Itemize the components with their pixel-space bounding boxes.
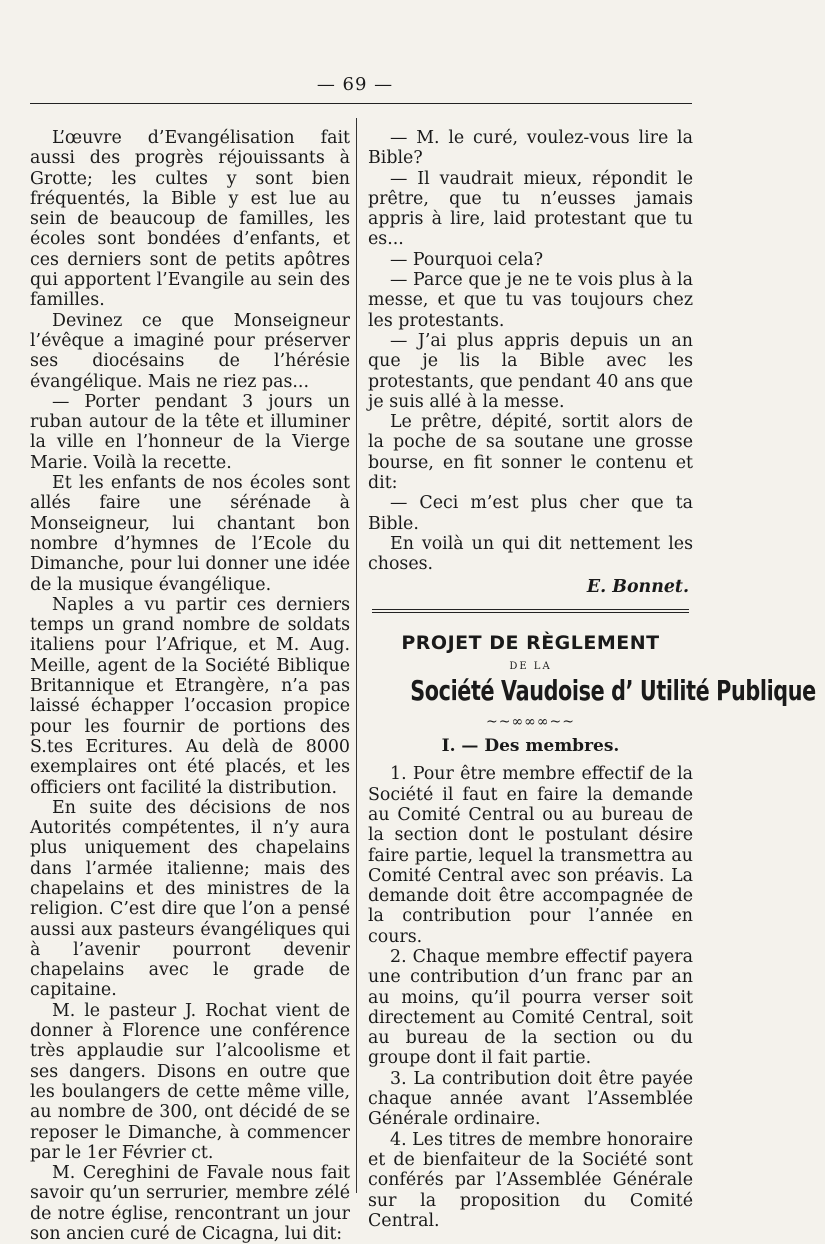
section-heading: I. — Des membres. xyxy=(441,736,620,757)
paragraph: — Ceci m’est plus cher que ta Bible. xyxy=(368,493,693,534)
article: 4. Les titres de membre honoraire et de bienfaiteur de la Société sont conférés par l’Assemblée Générale sur la proposition du Comité Central. xyxy=(368,1129,693,1231)
header-rule xyxy=(30,103,692,104)
ornament-divider: ~~∞∞∞~~ xyxy=(486,713,575,730)
right-column xyxy=(368,128,816,1231)
paragraph: En voilà un qui dit nettement les choses. xyxy=(368,533,693,575)
paragraph: M. Cereghini de Favale nous fait savoir qu’un serrurier, membre zélé de notre église, rencontrant un jour son ancien curé de Cicagna, lui dit: xyxy=(30,1163,350,1244)
paragraph: — J’ai plus appris depuis un an que je lis la Bible avec les protestants, que pendant 40 ans que je suis allé à la messe. xyxy=(368,330,693,412)
paragraph: Et les enfants de nos écoles sont allés faire une sérénade à Monseigneur, lui chantant bon nombre d’hymnes de l’Ecole du Dimanche, pour lui donner une idée de la musique évangélique. xyxy=(30,473,350,595)
paragraph: — M. le curé, voulez-vous lire la Bible? xyxy=(368,128,693,169)
article: 3. La contribution doit être payée chaque année avant l’Assemblée Générale ordinaire. xyxy=(368,1068,693,1130)
author-signature: E. Bonnet. xyxy=(586,576,689,597)
paragraph: Le prêtre, dépité, sortit alors de la poche de sa soutane une grosse bourse, en fit sonner le contenu et dit: xyxy=(368,412,693,494)
societe-title: Société Vaudoise d’ Utilité Publique xyxy=(410,674,816,708)
paragraph: — Parce que je ne te vois plus à la messe, et que tu vas toujours chez les protestants. xyxy=(368,270,693,331)
page-number: — 69 — xyxy=(316,74,394,95)
column-divider xyxy=(356,118,357,1193)
paragraph: — Pourquoi cela? xyxy=(390,249,544,270)
paragraph: M. le pasteur J. Rochat vient de donner à Florence une conférence très applaudie sur l’alcoolisme et ses dangers. Disons en outre que les boulangers de cette même ville, au nombre de 300, ont décidé de se reposer le Dimanche, à commencer par le 1er Février ct. xyxy=(30,1000,350,1163)
paragraph: L’œuvre d’Evangélisation fait aussi des progrès réjouissants à Grotte; les cultes y sont bien fréquentés, la Bible y est lue au sein de beaucoup de familles, les écoles sont bondées d’enfants, et ces derniers sont de petits apôtres qui apportent l’Evangile au sein des familles. xyxy=(30,128,350,311)
de-la-label: DE LA xyxy=(509,661,552,673)
paragraph: En suite des décisions de nos Autorités compétentes, il n’y aura plus uniquement des chapelains dans l’armée italienne; mais des chapelains et des ministres de la religion. C’est dire que l’on a pensé aussi aux pasteurs évangéliques qui à l’avenir pourront devenir chapelains avec le grade de capitaine. xyxy=(30,797,350,1001)
paragraph: — Il vaudrait mieux, répondit le prêtre, que tu n’eusses jamais appris à lire, laid protestant que tu es... xyxy=(368,168,693,250)
section-rule xyxy=(372,612,689,613)
paragraph: Devinez ce que Monseigneur l’évêque a imaginé pour préserver ses diocésains de l’hérésie évangélique. Mais ne riez pas... xyxy=(30,310,350,392)
paragraph: Naples a vu partir ces derniers temps un grand nombre de soldats italiens pour l’Afrique, et M. Aug. Meille, agent de la Société Biblique Britannique et Etrangère, n’a pas laissé échapper l’occasion propice pour les fournir de portions des S.tes Ecritures. Au delà de 8000 exemplaires ont été placés, et les officiers ont facilité la distribution. xyxy=(30,594,350,798)
left-column xyxy=(30,128,350,1244)
projet-title: PROJET DE RÈGLEMENT xyxy=(401,631,660,654)
article: 2. Chaque membre effectif payera une contribution d’un franc par an au moins, qu’il pourra verser soit directement au Comité Central, soit au bureau de la section ou du groupe dont il fait partie. xyxy=(368,946,693,1069)
article: 1. Pour être membre effectif de la Société il faut en faire la demande au Comité Central ou au bureau de la section dont le postulant désire faire partie, lequel la transmettra au Comité Central avec son préavis. La demande doit être accompagnée de la contribution pour l’année en cours. xyxy=(368,764,693,947)
paragraph: — Porter pendant 3 jours un ruban autour de la tête et illuminer la ville en l’honneur de la Vierge Marie. Voilà la recette. xyxy=(30,391,350,473)
section-rule xyxy=(372,609,689,610)
